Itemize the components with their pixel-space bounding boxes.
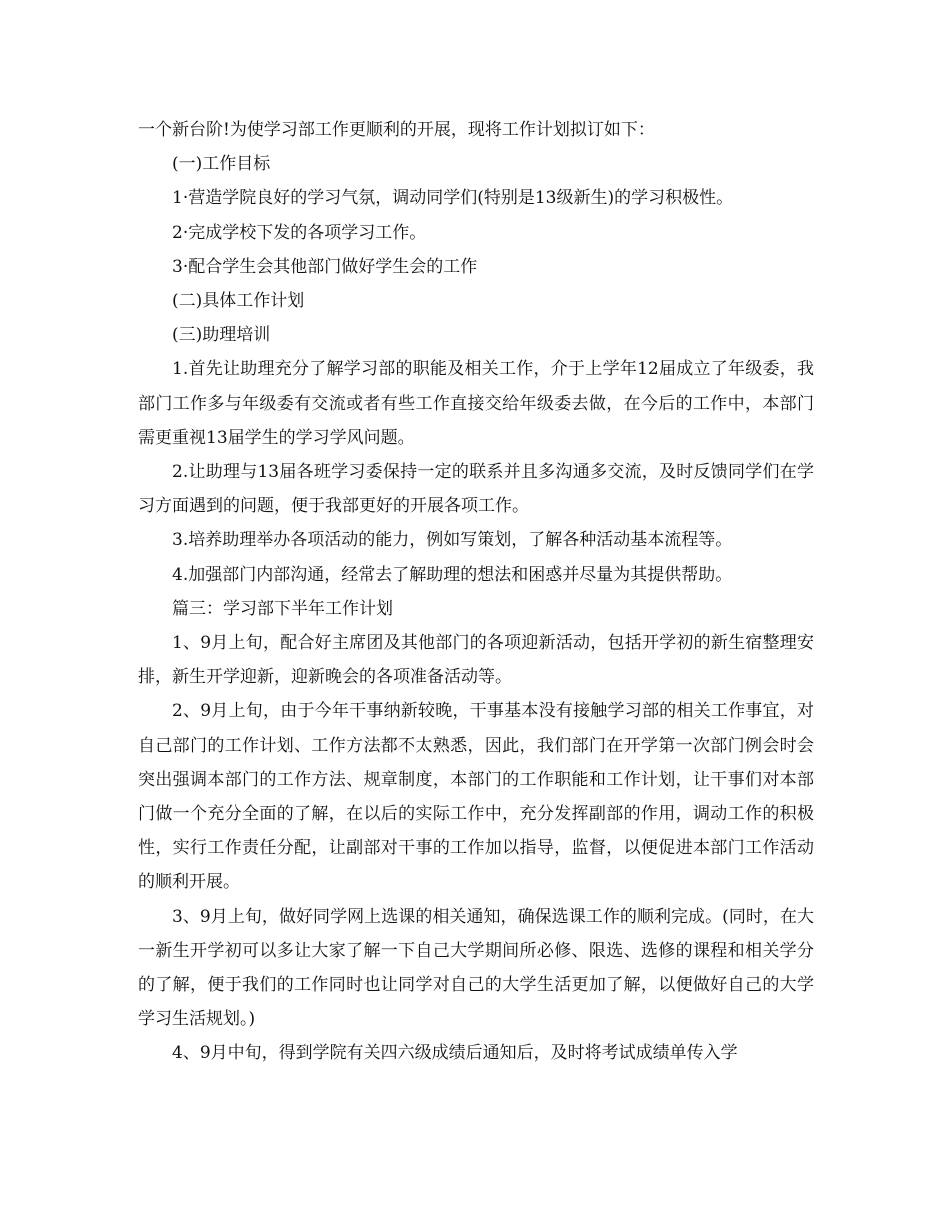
heading-work-goals: (一)工作目标 — [172, 154, 271, 175]
paragraph-plan-4: 4、9月中旬，得到学院有关四六级成绩后通知后，及时将考试成绩单传入学 — [172, 1043, 738, 1064]
heading-part-three: 篇三：学习部下半年工作计划 — [172, 598, 393, 619]
heading-specific-plan: (二)具体工作计划 — [172, 291, 305, 312]
heading-assistant-training: (三)助理培训 — [172, 325, 271, 346]
list-item-goal-1: 1·营造学院良好的学习气氛，调动同学们(特别是13级新生)的学习积极性。 — [172, 188, 734, 209]
list-item-goal-2: 2·完成学校下发的各项学习工作。 — [172, 222, 427, 243]
paragraph-plan-3: 3、9月上旬，做好同学网上选课的相关通知，确保选课工作的顺利完成。(同时，在大一新生开学初可以多让大家了解一下自己大学期间所必修、限选、选修的课程和相关学分的了解，便于我们的工作同时也让同学对自己的大学生活更加了解，以便做好自己的大学学习生活规划。) — [138, 906, 814, 1030]
list-item-goal-3: 3·配合学生会其他部门做好学生会的工作 — [172, 256, 478, 277]
paragraph-plan-2: 2、9月上旬，由于今年干事纳新较晚，干事基本没有接触学习部的相关工作事宜，对自己部门的工作计划、工作方法都不太熟悉，因此，我们部门在开学第一次部门例会时会突出强调本部门的工作方法、规章制度，本部门的工作职能和工作计划，让干事们对本部门做一个充分全面的了解，在以后的实际工作中，充分发挥副部的作用，调动工作的积极性，实行工作责任分配，让副部对干事的工作加以指导，监督，以便促进本部门工作活动的顺利开展。 — [138, 701, 814, 893]
paragraph-training-1: 1.首先让助理充分了解学习部的职能及相关工作，介于上学年12届成立了年级委，我部门工作多与年级委有交流或者有些工作直接交给年级委去做，在今后的工作中，本部门需更重视13届学生的学习学风问题。 — [138, 359, 814, 448]
document-body — [138, 113, 814, 1071]
paragraph-intro: 一个新台阶!为使学习部工作更顺利的开展，现将工作计划拟订如下： — [138, 120, 655, 140]
paragraph-plan-1: 1、9月上旬，配合好主席团及其他部门的各项迎新活动，包括开学初的新生宿整理安排，新生开学迎新，迎新晚会的各项准备活动等。 — [138, 633, 814, 688]
paragraph-training-2: 2.让助理与13届各班学习委保持一定的联系并且多沟通多交流，及时反馈同学们在学习方面遇到的问题，便于我部更好的开展各项工作。 — [138, 462, 814, 517]
paragraph-training-3: 3.培养助理举办各项活动的能力，例如写策划，了解各种活动基本流程等。 — [172, 530, 733, 551]
paragraph-training-4: 4.加强部门内部沟通，经常去了解助理的想法和困惑并尽量为其提供帮助。 — [172, 564, 733, 585]
